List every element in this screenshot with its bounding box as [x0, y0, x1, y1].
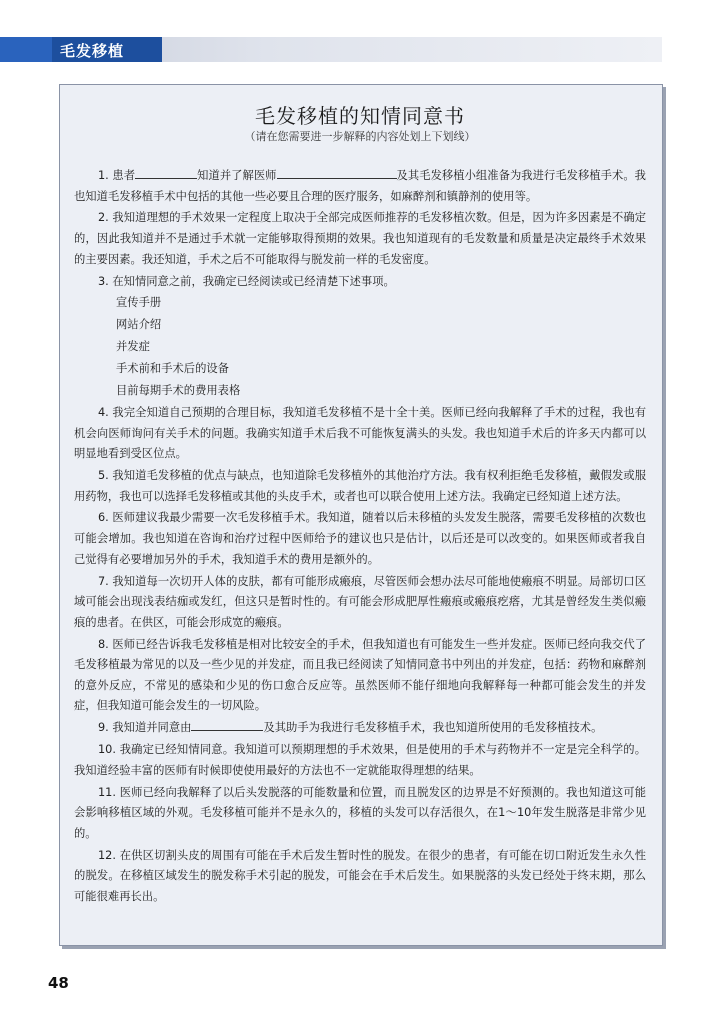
document-subtitle: （请在您需要进一步解释的内容处划上下划线） — [244, 130, 476, 143]
paragraph-5: 5. 我知道毛发移植的优点与缺点，也知道除毛发移植外的其他治疗方法。我有权利拒绝毛发移植，戴假发或服用药物，我也可以选择毛发移植或其他的头皮手术，或者也可以联合使用上述方法。我确定已经知道上述方法。 — [74, 468, 646, 503]
list-item: 宣传手册 — [116, 296, 162, 310]
paragraph-4: 4. 我完全知道自己预期的合理目标，我知道毛发移植不是十全十美。医师已经向我解释了手术的过程，我也有机会向医师询问有关手术的问题。我确实知道手术后我不可能恢复满头的头发。我也知道手术后的许多天内都可以明显地看到受区位点。 — [74, 405, 646, 461]
list-item: 网站介绍 — [116, 318, 162, 332]
list-item: 目前每期手术的费用表格 — [116, 384, 241, 398]
paragraph-11: 11. 医师已经向我解释了以后头发脱落的可能数量和位置，而且脱发区的边界是不好预测的。我也知道这可能会影响移植区域的外观。毛发移植可能并不是永久的，移植的头发可以存活很久，在1～10年发生脱落是非常少见的。 — [74, 785, 646, 840]
surgeon-name-blank[interactable] — [191, 718, 263, 731]
paragraph-2: 2. 我知道理想的手术效果一定程度上取决于全部完成医师推荐的毛发移植次数。但是，因为许多因素是不确定的，因此我知道并不是通过手术就一定能够取得预期的效果。我也知道现有的毛发数量和质量是决定最终手术效果的主要因素。我还知道，手术之后不可能取得与脱发前一样的毛发密度。 — [74, 211, 646, 266]
section-tab-accent — [0, 37, 52, 62]
paragraph-7: 7. 我知道每一次切开人体的皮肤，都有可能形成瘢痕，尽管医师会想办法尽可能地使瘢痕不明显。局部切口区域可能会出现浅表结痂或发红，但这只是暂时性的。有可能会形成肥厚性瘢痕或瘢痕疙瘩，尤其是曾经发生类似瘢痕的患者。在供区，可能会形成宽的瘢痕。 — [74, 574, 646, 629]
paragraph-9-part-b: 及其助手为我进行毛发移植手术，我也知道所使用的毛发移植技术。 — [263, 721, 603, 735]
paragraph-6: 6. 医师建议我最少需要一次毛发移植手术。我知道，随着以后未移植的头发发生脱落，需要毛发移植的次数也可能会增加。我也知道在咨询和治疗过程中医师给予的建议也只是估计，以后还是可以改变的。如果医师或者我自己觉得有必要增加另外的手术，我知道手术的费用是额外的。 — [74, 511, 646, 566]
paragraph-1 — [74, 166, 646, 207]
paragraph-9-part-a: 9. 我知道并同意由 — [98, 721, 192, 735]
patient-name-blank[interactable] — [135, 166, 197, 179]
document-body — [74, 166, 646, 909]
document-title: 毛发移植的知情同意书 — [255, 104, 465, 128]
page-number: 48 — [48, 974, 69, 992]
paragraph-10: 10. 我确定已经知情同意。我知道可以预期理想的手术效果，但是使用的手术与药物并不一定是完全科学的。我知道经验丰富的医师有时候即使使用最好的方法也不一定就能取得理想的结果。 — [74, 743, 646, 777]
paragraph-3: 3. 在知情同意之前，我确定已经阅读或已经清楚下述事项。 — [98, 274, 395, 288]
paragraph-8: 8. 医师已经告诉我毛发移植是相对比较安全的手术，但我知道也有可能发生一些并发症。医师已经向我交代了毛发移植最为常见的以及一些少见的并发症，而且我已经阅读了知情同意书中列出的并发症，包括：药物和麻醉剂的意外反应，不常见的感染和少见的伤口愈合反应等。虽然医师不能仔细地向我解释每一种都可能会发生的并发症，但我知道可能会发生的一切风险。 — [74, 637, 646, 713]
paragraph-12: 12. 在供区切割头皮的周围有可能在手术后发生暂时性的脱发。在很少的患者，有可能在切口附近发生永久性的脱发。在移植区域发生的脱发称手术引起的脱发，可能会在手术后发生。如果脱落的头发已经处于终末期，那么可能很难再长出。 — [74, 848, 646, 903]
section-title: 毛发移植 — [60, 42, 125, 60]
list-item: 并发症 — [116, 340, 150, 354]
paragraph-1-part-a: 1. 患者 — [98, 169, 136, 182]
paragraph-1-part-b: 知道并了解医师 — [197, 169, 277, 182]
doctor-name-blank[interactable] — [277, 166, 397, 179]
paragraph-9 — [74, 718, 646, 739]
paragraph-1-part-c: 及其毛发移植小组准备为我进行毛发移植手术。我也知道毛发移植手术中包括的其他一些必要且合理的医疗服务，如麻醉剂和镇静剂的使用等。 — [74, 169, 646, 203]
list-item: 手术前和手术后的设备 — [116, 362, 229, 376]
